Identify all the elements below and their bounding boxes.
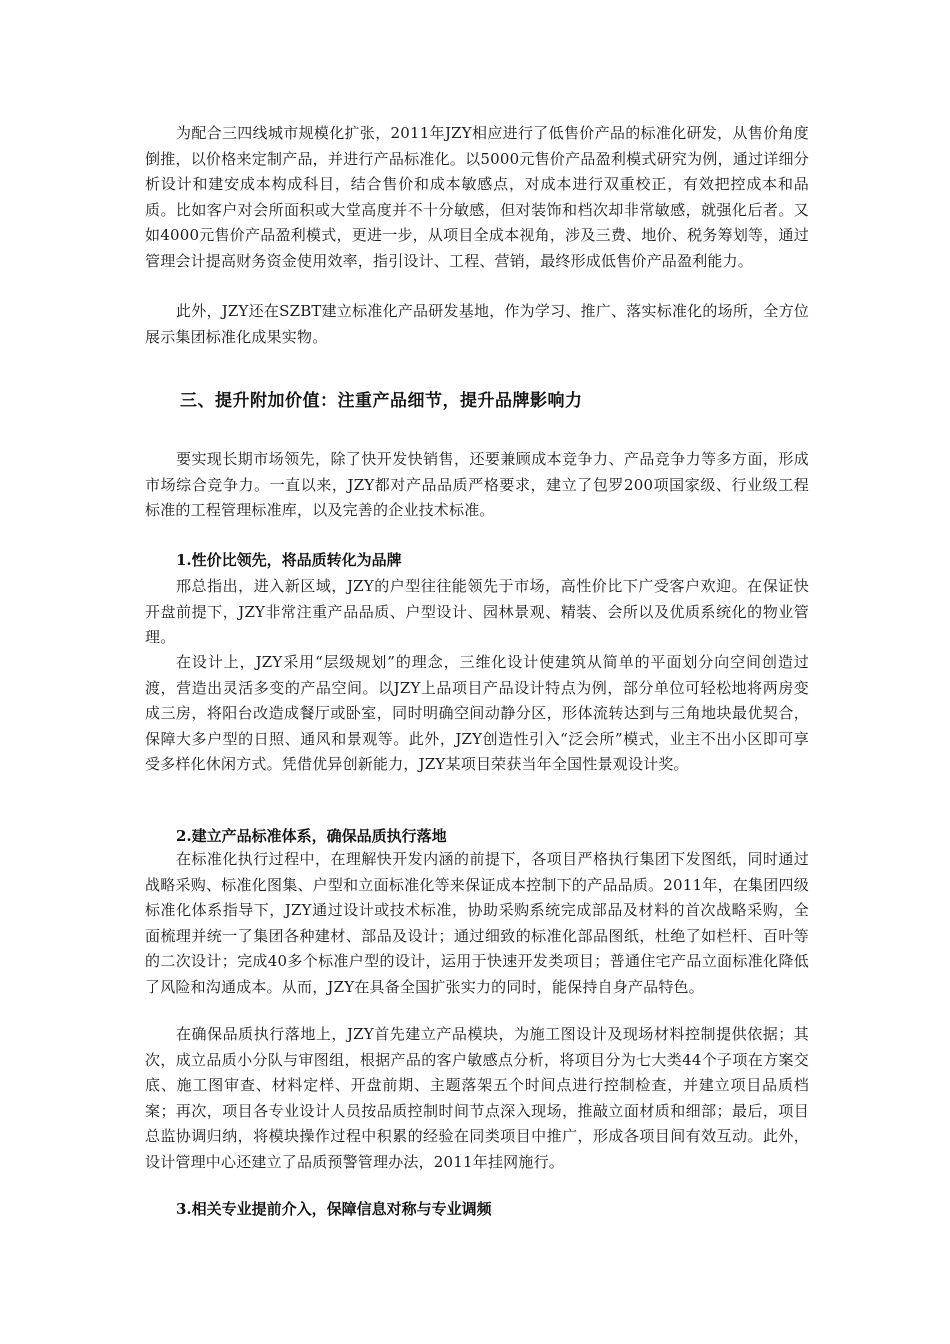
paragraph-quality-assurance: 在确保品质执行落地上，JZY首先建立产品模块，为施工图设计及现场材料控制提供依据；其次，成立品质小分队与审图组，根据产品的客户敏感点分析，将项目分为七大类44个子项在方案交底、施工图审查、材料定样、开盘前期、主题落架五个时间点进行控制检查，并建立项目品质档案；再次，项目各专业设计人员按品质控制时间节点深入现场，推敲立面材质和细部；最后，项目总监协调归纳，将模块操作过程中积累的经验在同类项目中推广，形成各项目间有效互动。此外，设计管理中心还建立了品质预警管理办法，2011年挂网施行。 <box>145 1025 809 1171</box>
paragraph-market-leadership: 要实现长期市场领先，除了快开发快销售，还要兼顾成本竞争力、产品竞争力等多方面，形成市场综合竞争力。一直以来，JZY都对产品品质严格要求，建立了包罗200项国家级、行业级工程标准的工程管理标准库，以及完善的企业技术标准。 <box>145 450 809 519</box>
sub-heading-1: 1.性价比领先，将品质转化为品牌 <box>176 551 402 569</box>
section-heading-3: 三、提升附加价值：注重产品细节，提升品牌影响力 <box>180 391 583 411</box>
paragraph-new-region: 邢总指出，进入新区域，JZY的户型往往能领先于市场，高性价比下广受客户欢迎。在保证快开盘前提下，JZY非常注重产品品质、户型设计、园林景观、精装、会所以及优质系统化的物业管理。 <box>145 577 809 646</box>
sub-heading-3: 3.相关专业提前介入，保障信息对称与专业调频 <box>176 1200 492 1218</box>
sub-heading-2: 2.建立产品标准体系，确保品质执行落地 <box>176 827 447 845</box>
paragraph-low-price-standardization: 为配合三四线城市规模化扩张，2011年JZY相应进行了低售价产品的标准化研发，从售价角度倒推，以价格来定制产品，并进行产品标准化。以5000元售价产品盈利模式研究为例，通过详细分析设计和建安成本构成科目，结合售价和成本敏感点，对成本进行双重校正，有效把控成本和品质。比如客户对会所面积或大堂高度并不十分敏感，但对装饰和档次却非常敏感，就强化后者。又如4000元售价产品盈利模式，更进一步，从项目全成本视角，涉及三费、地价、税务筹划等，通过管理会计提高财务资金使用效率，指引设计、工程、营销，最终形成低售价产品盈利能力。 <box>145 124 809 270</box>
paragraph-design-concept: 在设计上，JZY采用“层级规划”的理念，三维化设计使建筑从简单的平面划分向空间创造过渡，营造出灵活多变的产品空间。以JZY上品项目产品设计特点为例，部分单位可轻松地将两房变成三房，将阳台改造成餐厅或卧室，同时明确空间动静分区，形体流转达到与三角地块最优契合，保障大多户型的日照、通风和景观等。此外，JZY创造性引入“泛会所”模式，业主不出小区即可享受多样化休闲方式。凭借优异创新能力，JZY某项目荣获当年全国性景观设计奖。 <box>145 653 809 773</box>
paragraph-szbt-base: 此外，JZY还在SZBT建立标准化产品研发基地，作为学习、推广、落实标准化的场所，全方位展示集团标准化成果实物。 <box>145 302 809 346</box>
paragraph-standardization-execution: 在标准化执行过程中，在理解快开发内涵的前提下，各项目严格执行集团下发图纸，同时通过战略采购、标准化图集、户型和立面标准化等来保证成本控制下的产品品质。2011年，在集团四级标准化体系指导下，JZY通过设计或技术标准，协助采购系统完成部品及材料的首次战略采购，全面梳理并统一了集团各种建材、部品及设计；通过细致的标准化部品图纸，杜绝了如栏杆、百叶等的二次设计；完成40多个标准户型的设计，运用于快速开发类项目；普通住宅产品立面标准化降低了风险和沟通成本。从而，JZY在具备全国扩张实力的同时，能保持自身产品特色。 <box>145 850 809 996</box>
